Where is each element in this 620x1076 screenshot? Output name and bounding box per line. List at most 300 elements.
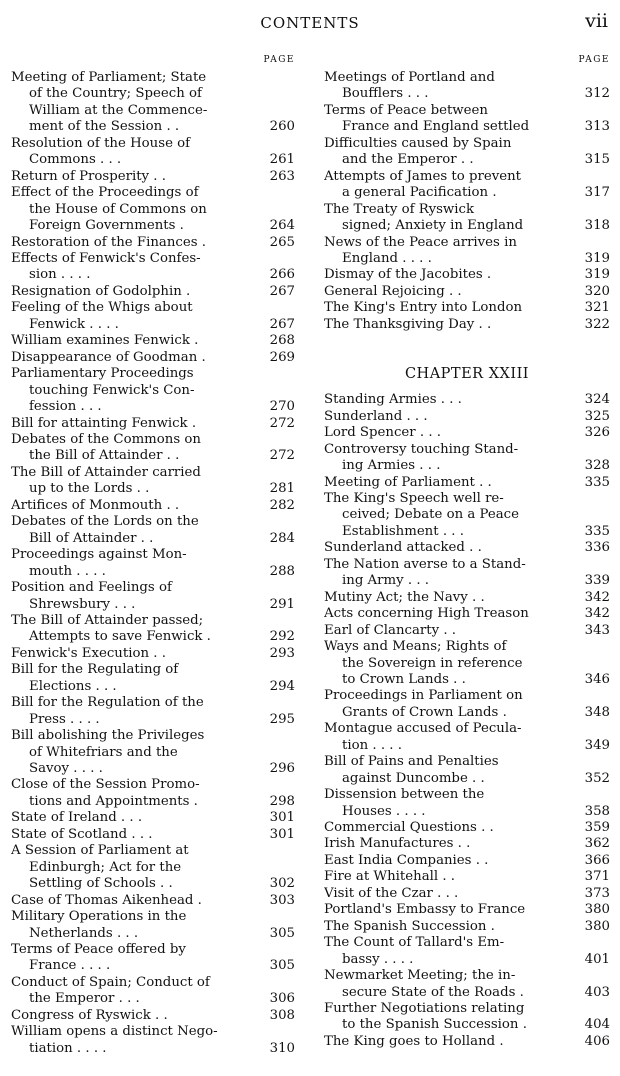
entry-line: Establishment . . . <box>342 523 464 539</box>
toc-entry <box>11 416 295 432</box>
entry-page-number: 269 <box>269 349 295 365</box>
entry-line: bassy . . . . <box>342 951 414 967</box>
entry-line: Shrewsbury . . . <box>29 596 136 612</box>
entry-page-number: 291 <box>269 596 295 612</box>
entry-line: Portland's Embassy to France <box>324 902 526 918</box>
entry-line: Savoy . . . . <box>29 761 103 777</box>
toc-entry <box>324 425 610 441</box>
entry-page-number: 272 <box>269 415 295 431</box>
entry-page-number: 282 <box>269 497 295 513</box>
entry-title <box>324 70 562 103</box>
entry-page-number: 348 <box>584 704 610 720</box>
entry-page-number: 263 <box>269 168 295 184</box>
entry-title <box>11 70 249 136</box>
entry-page-number: 380 <box>584 902 610 918</box>
entry-line: tion . . . . <box>342 737 402 753</box>
entry-line: Settling of Schools . . <box>29 876 173 892</box>
entry-page-number: 380 <box>584 918 610 934</box>
entry-page-number: 401 <box>584 951 610 967</box>
entry-title <box>11 547 249 580</box>
entry-page-number: 295 <box>269 711 295 727</box>
entry-line: Visit of the Czar . . . <box>324 885 459 901</box>
entry-page-number: 267 <box>269 283 295 299</box>
entry-line: Meeting of Parliament . . <box>324 474 492 490</box>
entry-line: Mutiny Act; the Navy . . <box>324 589 485 605</box>
entry-page-number: 270 <box>269 399 295 415</box>
toc-entry <box>11 465 295 498</box>
entry-page-number: 342 <box>584 589 610 605</box>
entry-page-number: 373 <box>584 885 610 901</box>
toc-entry <box>324 754 610 787</box>
entry-line: William examines Fenwick . <box>11 333 199 349</box>
entry-line: The Count of Tallard's Em- <box>324 935 505 951</box>
entry-line: Houses . . . . <box>342 803 426 819</box>
toc-entry <box>11 1024 295 1057</box>
entry-title <box>324 836 562 852</box>
toc-entry <box>11 662 295 695</box>
toc-entry <box>11 498 295 514</box>
toc-entry <box>11 810 295 826</box>
entry-line: Boufflers . . . <box>342 86 429 102</box>
entry-line: Lord Spencer . . . <box>324 425 442 441</box>
toc-entry <box>324 836 610 852</box>
toc-entry <box>324 721 610 754</box>
entry-line: East India Companies . . <box>324 852 489 868</box>
entry-line: Congress of Ryswick . . <box>11 1007 168 1023</box>
entry-line: Debates of the Lords on the <box>11 514 199 530</box>
entry-line: Acts concerning High Treason <box>324 606 529 622</box>
entry-line: tiation . . . . <box>29 1040 107 1056</box>
entry-line: Bill for the Regulating of <box>11 662 179 678</box>
entry-title <box>324 820 562 836</box>
entry-title <box>11 909 249 942</box>
entry-line: Resolution of the House of <box>11 135 191 151</box>
entry-page-number: 319 <box>584 250 610 266</box>
entry-page-number: 301 <box>269 826 295 842</box>
entry-line: Elections . . . <box>29 678 117 694</box>
toc-entry <box>324 475 610 491</box>
entry-page-number: 321 <box>584 300 610 316</box>
entry-line: ment of the Session . . <box>29 119 180 135</box>
entry-page-number: 403 <box>584 984 610 1000</box>
entry-page-number: 320 <box>584 283 610 299</box>
entry-line: Proceedings in Parliament on <box>324 688 523 704</box>
entry-line: Close of the Session Promo- <box>11 777 200 793</box>
entry-line: Fire at Whitehall . . <box>324 869 456 885</box>
entry-line: England . . . . <box>342 250 432 266</box>
entry-line: Grants of Crown Lands . <box>342 704 507 720</box>
entry-page-number: 272 <box>269 448 295 464</box>
entry-line: Bill of Pains and Penalties <box>324 754 499 770</box>
entry-title <box>324 317 562 333</box>
entry-line: a general Pacification . <box>342 185 497 201</box>
entry-title <box>324 235 562 268</box>
toc-entry <box>11 169 295 185</box>
entry-line: The Nation averse to a Stand- <box>324 556 526 572</box>
entry-title <box>324 590 562 606</box>
entry-line: Proceedings against Mon- <box>11 547 187 563</box>
entry-title <box>324 491 562 540</box>
entry-title <box>11 662 249 695</box>
entry-title <box>324 442 562 475</box>
entry-title <box>11 465 249 498</box>
entry-page-number: 336 <box>584 540 610 556</box>
entry-page-number: 292 <box>269 629 295 645</box>
entry-page-number: 366 <box>584 852 610 868</box>
entry-line: the Sovereign in reference <box>342 655 523 671</box>
entry-title <box>11 613 249 646</box>
entry-line: the Bill of Attainder . . <box>29 448 180 464</box>
entry-title <box>11 432 249 465</box>
entry-line: Case of Thomas Aikenhead . <box>11 892 202 908</box>
entry-title <box>11 333 249 349</box>
entry-page-number: 324 <box>584 392 610 408</box>
toc-entry <box>324 442 610 475</box>
entry-line: sion . . . . <box>29 267 91 283</box>
toc-entry <box>324 623 610 639</box>
page-column-label: PAGE <box>263 55 295 65</box>
entry-line: Debates of the Commons on <box>11 431 201 447</box>
entry-line: Standing Armies . . . <box>324 392 462 408</box>
entry-line: tions and Appointments . <box>29 793 198 809</box>
toc-entry <box>324 169 610 202</box>
entry-page-number: 358 <box>584 803 610 819</box>
entry-page-number: 362 <box>584 836 610 852</box>
entry-page-number: 328 <box>584 458 610 474</box>
toc-entry <box>324 202 610 235</box>
entry-line: Edinburgh; Act for the <box>29 859 182 875</box>
entry-page-number: 266 <box>269 267 295 283</box>
entry-title <box>324 267 562 283</box>
entry-line: The Bill of Attainder passed; <box>11 612 204 628</box>
entry-title <box>324 869 562 885</box>
entry-line: of the Country; Speech of <box>29 86 202 102</box>
toc-entry <box>11 827 295 843</box>
toc-entry <box>324 284 610 300</box>
entry-line: ceived; Debate on a Peace <box>342 507 519 523</box>
entry-line: Ways and Means; Rights of <box>324 639 507 655</box>
entry-page-number: 315 <box>584 152 610 168</box>
entry-title <box>11 728 249 777</box>
entry-title <box>11 1008 249 1024</box>
entry-line: The King's Entry into London <box>324 300 523 316</box>
entry-line: Irish Manufactures . . <box>324 836 471 852</box>
toc-entry <box>11 1008 295 1024</box>
entry-title <box>11 843 249 892</box>
toc-entry <box>324 491 610 540</box>
toc-entry <box>11 284 295 300</box>
entry-line: mouth . . . . <box>29 563 106 579</box>
toc-entry <box>11 70 295 136</box>
entry-title <box>11 235 249 251</box>
toc-entry <box>11 777 295 810</box>
entry-line: Position and Feelings of <box>11 580 172 596</box>
toc-entry <box>11 580 295 613</box>
entry-title <box>11 975 249 1008</box>
right-column <box>324 52 610 1050</box>
entry-page-number: 359 <box>584 820 610 836</box>
entry-line: The King's Speech well re- <box>324 490 504 506</box>
entry-title <box>324 475 562 491</box>
toc-entry <box>324 606 610 622</box>
toc-entry <box>324 540 610 556</box>
entry-page-number: 305 <box>269 925 295 941</box>
entry-line: The King goes to Holland . <box>324 1033 504 1049</box>
entry-title <box>11 942 249 975</box>
entry-title <box>11 695 249 728</box>
toc-entry <box>324 688 610 721</box>
entry-line: News of the Peace arrives in <box>324 234 517 250</box>
toc-entry <box>11 251 295 284</box>
toc-entry <box>324 820 610 836</box>
entry-line: Netherlands . . . <box>29 925 139 941</box>
entry-page-number: 325 <box>584 408 610 424</box>
entry-line: secure State of the Roads . <box>342 984 524 1000</box>
entry-page-number: 306 <box>269 991 295 1007</box>
entry-page-number: 322 <box>584 316 610 332</box>
entry-line: the Emperor . . . <box>29 991 140 1007</box>
entry-line: Controversy touching Stand- <box>324 441 519 457</box>
entry-line: and the Emperor . . <box>342 152 474 168</box>
entry-line: ing Armies . . . <box>342 458 441 474</box>
entry-page-number: 303 <box>269 892 295 908</box>
toc-entry <box>324 235 610 268</box>
entry-title <box>11 416 249 432</box>
entry-line: Meeting of Parliament; State <box>11 70 207 85</box>
entry-page-number: 293 <box>269 645 295 661</box>
entry-line: Bill abolishing the Privileges <box>11 728 205 744</box>
entry-page-number: 267 <box>269 316 295 332</box>
entry-line: fession . . . <box>29 399 102 415</box>
entry-title <box>324 853 562 869</box>
entry-line: up to the Lords . . <box>29 481 150 497</box>
toc-entry <box>324 902 610 918</box>
entry-line: Artifices of Monmouth . . <box>11 497 180 513</box>
toc-entry <box>11 843 295 892</box>
entry-page-number: 301 <box>269 810 295 826</box>
entry-title <box>11 300 249 333</box>
entry-line: A Session of Parliament at <box>11 843 189 859</box>
toc-entry <box>324 853 610 869</box>
entry-line: Bill of Attainder . . <box>29 530 154 546</box>
entry-page-number: 296 <box>269 761 295 777</box>
entry-title <box>11 284 249 300</box>
entry-page-number: 339 <box>584 573 610 589</box>
toc-entry <box>11 366 295 415</box>
toc-entry <box>11 942 295 975</box>
entry-line: Commercial Questions . . <box>324 820 494 836</box>
entry-line: Disappearance of Goodman . <box>11 349 206 365</box>
entry-line: signed; Anxiety in England <box>342 218 524 234</box>
entry-line: Conduct of Spain; Conduct of <box>11 974 210 990</box>
entry-line: State of Ireland . . . <box>11 810 143 826</box>
entry-page-number: 326 <box>584 425 610 441</box>
entry-line: to the Spanish Succession . <box>342 1017 527 1033</box>
entry-line: France and England settled <box>342 119 530 135</box>
entry-page-number: 335 <box>584 523 610 539</box>
entry-title <box>324 425 562 441</box>
entry-line: ing Army . . . <box>342 573 429 589</box>
entry-title <box>324 639 562 688</box>
entry-title <box>11 169 249 185</box>
entry-line: Sunderland attacked . . <box>324 540 482 556</box>
entry-title <box>11 646 249 662</box>
entry-title <box>324 787 562 820</box>
entry-line: Bill for the Regulation of the <box>11 695 204 711</box>
entry-line: Dissension between the <box>324 787 485 803</box>
entry-page-number: 268 <box>269 333 295 349</box>
entry-line: State of Scotland . . . <box>11 826 153 842</box>
entry-page-number: 319 <box>584 267 610 283</box>
entry-title <box>11 827 249 843</box>
chapter-heading: CHAPTER XXIII <box>404 366 530 383</box>
toc-entry <box>11 613 295 646</box>
entry-title <box>11 1024 249 1057</box>
toc-entry <box>324 639 610 688</box>
entry-line: to Crown Lands . . <box>342 671 466 687</box>
entry-line: Restoration of the Finances . <box>11 234 207 250</box>
toc-entry <box>11 235 295 251</box>
entry-title <box>11 136 249 169</box>
entry-title <box>324 103 562 136</box>
chapter-entry-list <box>324 392 610 1050</box>
toc-entry <box>324 392 610 408</box>
toc-entry <box>11 514 295 547</box>
entry-title <box>324 623 562 639</box>
entry-page-number: 312 <box>584 86 610 102</box>
toc-entry <box>324 1034 610 1050</box>
entry-line: against Duncombe . . <box>342 770 485 786</box>
entry-line: Fenwick . . . . <box>29 316 119 332</box>
entry-page-number: 371 <box>584 869 610 885</box>
toc-entry <box>11 185 295 234</box>
entry-title <box>11 185 249 234</box>
page-title: CONTENTS <box>260 14 360 32</box>
toc-entry <box>324 935 610 968</box>
entry-line: The Thanksgiving Day . . <box>324 316 492 332</box>
entry-line: Effects of Fenwick's Confes- <box>11 250 201 266</box>
entry-line: The Spanish Succession . <box>324 918 495 934</box>
toc-entry <box>324 787 610 820</box>
entry-title <box>324 721 562 754</box>
entry-page-number: 260 <box>269 119 295 135</box>
entry-title <box>11 580 249 613</box>
toc-entry <box>324 70 610 103</box>
entry-title <box>324 169 562 202</box>
entry-line: touching Fenwick's Con- <box>29 382 195 398</box>
toc-entry <box>11 646 295 662</box>
entry-title <box>324 557 562 590</box>
entry-page-number: 294 <box>269 678 295 694</box>
entry-line: Meetings of Portland and <box>324 70 495 85</box>
toc-entry <box>324 300 610 316</box>
toc-entry <box>324 317 610 333</box>
entry-line: William at the Commence- <box>29 102 208 118</box>
entry-title <box>324 919 562 935</box>
toc-entry <box>11 547 295 580</box>
entry-line: Feeling of the Whigs about <box>11 300 193 316</box>
entry-line: The Treaty of Ryswick <box>324 201 475 217</box>
toc-entry <box>11 728 295 777</box>
toc-entry <box>324 136 610 169</box>
entry-page-number: 264 <box>269 218 295 234</box>
entry-title <box>11 366 249 415</box>
entry-title <box>324 1001 562 1034</box>
entry-line: Military Operations in the <box>11 909 187 925</box>
entry-line: Further Negotiations relating <box>324 1001 525 1017</box>
toc-entry <box>324 409 610 425</box>
entry-line: Dismay of the Jacobites . <box>324 267 492 283</box>
entry-title <box>324 136 562 169</box>
entry-title <box>11 350 249 366</box>
entry-page-number: 346 <box>584 671 610 687</box>
toc-entry <box>11 432 295 465</box>
entry-title <box>324 935 562 968</box>
entry-title <box>324 540 562 556</box>
toc-entry <box>324 886 610 902</box>
entry-line: Attempts of James to prevent <box>324 168 521 184</box>
entry-title <box>324 1034 562 1050</box>
entry-title <box>324 968 562 1001</box>
entry-line: France . . . . <box>29 958 111 974</box>
page-column-label: PAGE <box>578 55 610 65</box>
entry-line: General Rejoicing . . <box>324 283 462 299</box>
entry-title <box>11 251 249 284</box>
toc-entry <box>324 968 610 1001</box>
entry-page-number: 335 <box>584 474 610 490</box>
toc-entry <box>11 300 295 333</box>
toc-entry <box>324 590 610 606</box>
entry-page-number: 265 <box>269 234 295 250</box>
entry-line: Return of Prosperity . . <box>11 168 166 184</box>
entry-line: the House of Commons on <box>29 201 207 217</box>
entry-line: William opens a distinct Nego- <box>11 1024 218 1040</box>
entry-title <box>324 886 562 902</box>
entry-title <box>324 202 562 235</box>
toc-entry <box>11 893 295 909</box>
toc-entry <box>324 869 610 885</box>
entry-line: Foreign Governments . <box>29 218 184 234</box>
entry-line: Attempts to save Fenwick . <box>29 629 211 645</box>
page-number: vii <box>585 10 608 32</box>
toc-entry <box>324 919 610 935</box>
toc-entry <box>11 975 295 1008</box>
entry-page-number: 317 <box>584 185 610 201</box>
left-entry-list <box>11 70 295 1057</box>
entry-line: Resignation of Godolphin . <box>11 283 191 299</box>
entry-page-number: 342 <box>584 606 610 622</box>
entry-line: Terms of Peace offered by <box>11 942 186 958</box>
entry-title <box>11 893 249 909</box>
entry-line: Effect of the Proceedings of <box>11 185 199 201</box>
entry-page-number: 302 <box>269 876 295 892</box>
entry-page-number: 352 <box>584 770 610 786</box>
entry-title <box>324 688 562 721</box>
right-entry-list <box>324 70 610 333</box>
entry-line: Sunderland . . . <box>324 408 428 424</box>
entry-title <box>324 754 562 787</box>
entry-title <box>324 300 562 316</box>
entry-line: Parliamentary Proceedings <box>11 366 194 382</box>
entry-page-number: 310 <box>269 1040 295 1056</box>
entry-page-number: 308 <box>269 1007 295 1023</box>
toc-entry <box>11 695 295 728</box>
entry-line: Press . . . . <box>29 711 100 727</box>
toc-entry <box>324 267 610 283</box>
entry-title <box>11 514 249 547</box>
entry-line: Newmarket Meeting; the in- <box>324 968 516 984</box>
entry-title <box>324 284 562 300</box>
